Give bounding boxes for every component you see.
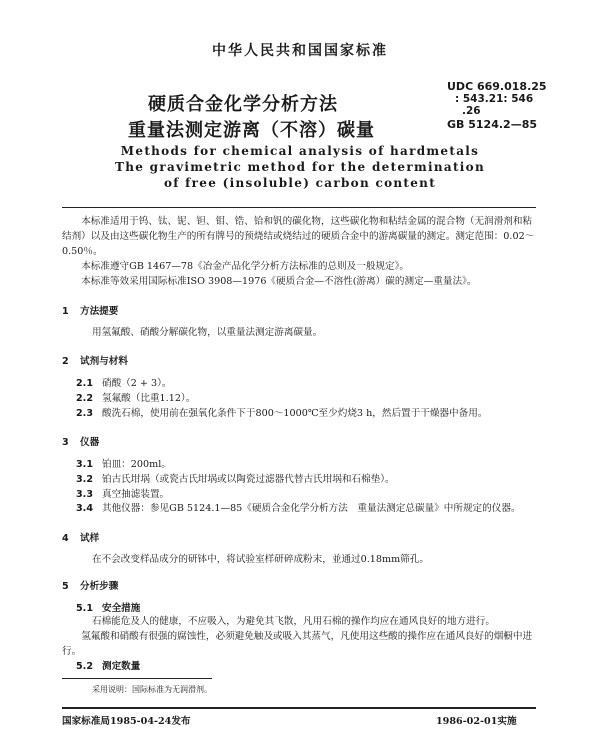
header-divider: [62, 207, 536, 208]
issue-date: 国家标准局1985-04-24发布: [62, 716, 191, 727]
implementation-date: 1986-02-01实施: [436, 716, 517, 727]
item-number: 2.3: [76, 408, 93, 419]
safety-acid-paragraph: 氢氟酸和硝酸有很强的腐蚀性，必须避免触及或吸入其蒸气，凡使用这些酸的操作应在通风良好的烟橱中进行。: [62, 631, 533, 657]
section-number: 5: [62, 581, 69, 592]
section-number: 2: [62, 356, 69, 367]
item-number: 2.1: [76, 378, 93, 389]
subsection-title: 安全措施: [102, 603, 141, 614]
item-3-4: [62, 501, 536, 516]
section-number: 4: [62, 533, 69, 544]
item-3-3: [76, 486, 169, 500]
section-title: 试样: [80, 533, 100, 544]
item-2-2: [76, 390, 195, 404]
udc-code-line1: UDC 669.018.25: [447, 80, 547, 93]
item-2-1: [76, 375, 172, 389]
item-3-1: [76, 456, 171, 470]
section-title: 方法提要: [80, 306, 119, 317]
section-3-heading: [62, 434, 99, 448]
section-title: 试剂与材料: [80, 356, 128, 367]
item-number: 3.4: [76, 503, 93, 514]
section-title: 仪器: [80, 437, 100, 448]
intro-compliance-paragraph: 本标准遵守GB 1467—78《冶金产品化学分析方法标准的总则及一般规定》。: [81, 261, 409, 272]
document-title-line2: 重量法测定游离（不溶）碳量: [128, 120, 375, 141]
section-number: 3: [62, 437, 69, 448]
safety-asbestos-paragraph: 石棉能危及人的健康，不应吸入，为避免其飞散，凡用石棉的操作均应在通风良好的地方进行。: [92, 616, 495, 627]
subsection-5-1-heading: [76, 600, 140, 614]
english-title-line2: The gravimetric method for the determination: [115, 160, 485, 174]
item-number: 3.1: [76, 459, 93, 470]
section-2-heading: [62, 353, 128, 367]
item-text: 真空抽滤装置。: [102, 489, 170, 500]
subsection-number: 5.2: [76, 661, 93, 672]
section-5-heading: [62, 578, 118, 592]
document-title-line1: 硬质合金化学分析方法: [148, 94, 338, 115]
section-title: 分析步骤: [80, 581, 119, 592]
english-title-line1: Methods for chemical analysis of hardmetals: [120, 144, 480, 158]
intro-scope-paragraph: 本标准适用于钨、钛、铌、钽、钼、锆、铪和钒的碳化物，这些碳化物和粘结金属的混合物（无润滑剂和粘结剂）以及由这些碳化物生产的所有牌号的预烧结或烧结过的硬质合金中的游离碳量的测定。测定范围：0.02～0.50％。: [62, 216, 535, 257]
item-text: 硝酸（2 + 3）。: [102, 378, 172, 389]
section-4-text: 在不会改变样品成分的研钵中，将试验室样研碎成粉末，並通过0.18mm筛孔。: [92, 554, 429, 565]
national-standard-heading: 中华人民共和国国家标准: [212, 43, 388, 59]
section-number: 1: [62, 306, 69, 317]
section-1-text: 用氢氟酸、硝酸分解碳化物，以重量法测定游离碳量。: [92, 327, 323, 338]
section-4-heading: [62, 530, 99, 544]
footer-divider: [62, 707, 536, 709]
subsection-5-2-heading: [76, 658, 140, 672]
item-2-3: [76, 405, 487, 419]
item-number: 3.2: [76, 474, 93, 485]
intro-iso-equivalence-paragraph: 本标准等效采用国际标准ISO 3908—1976《硬质合金—不溶性(游离）碳的测定—重量法》。: [81, 276, 477, 287]
item-number: 2.2: [76, 393, 93, 404]
udc-code-line3: .26: [462, 105, 481, 117]
subsection-title: 测定数量: [102, 661, 141, 672]
item-text: 酸洗石棉，使用前在强氧化条件下于800～1000℃至少灼烧3 h，然后置于干燥器中备用。: [102, 408, 488, 419]
item-3-2: [76, 471, 395, 485]
item-number: 3.3: [76, 489, 93, 500]
item-text: 其他仪器：参见GB 5124.1—85《硬质合金化学分析方法 重量法测定总碳量》中所规定的仪器。: [102, 503, 521, 514]
gb-standard-number: GB 5124.2—85: [447, 118, 537, 131]
section-1-heading: [62, 303, 118, 317]
udc-code-line2: : 543.21: 546: [455, 93, 534, 105]
item-text: 氢氟酸（比重1.12）。: [102, 393, 196, 404]
footnote-divider: [62, 678, 212, 679]
footnote-text: 采用说明：国际标准为无润滑剂。: [92, 685, 212, 694]
item-text: 铂古氏坩埚（或瓷古氏坩埚或以陶瓷过滤器代替古氏坩埚和石棉垫）。: [102, 474, 395, 485]
subsection-number: 5.1: [76, 603, 93, 614]
english-title-line3: of free (insoluble) carbon content: [163, 176, 437, 190]
item-text: 铂皿：200ml。: [102, 459, 171, 470]
